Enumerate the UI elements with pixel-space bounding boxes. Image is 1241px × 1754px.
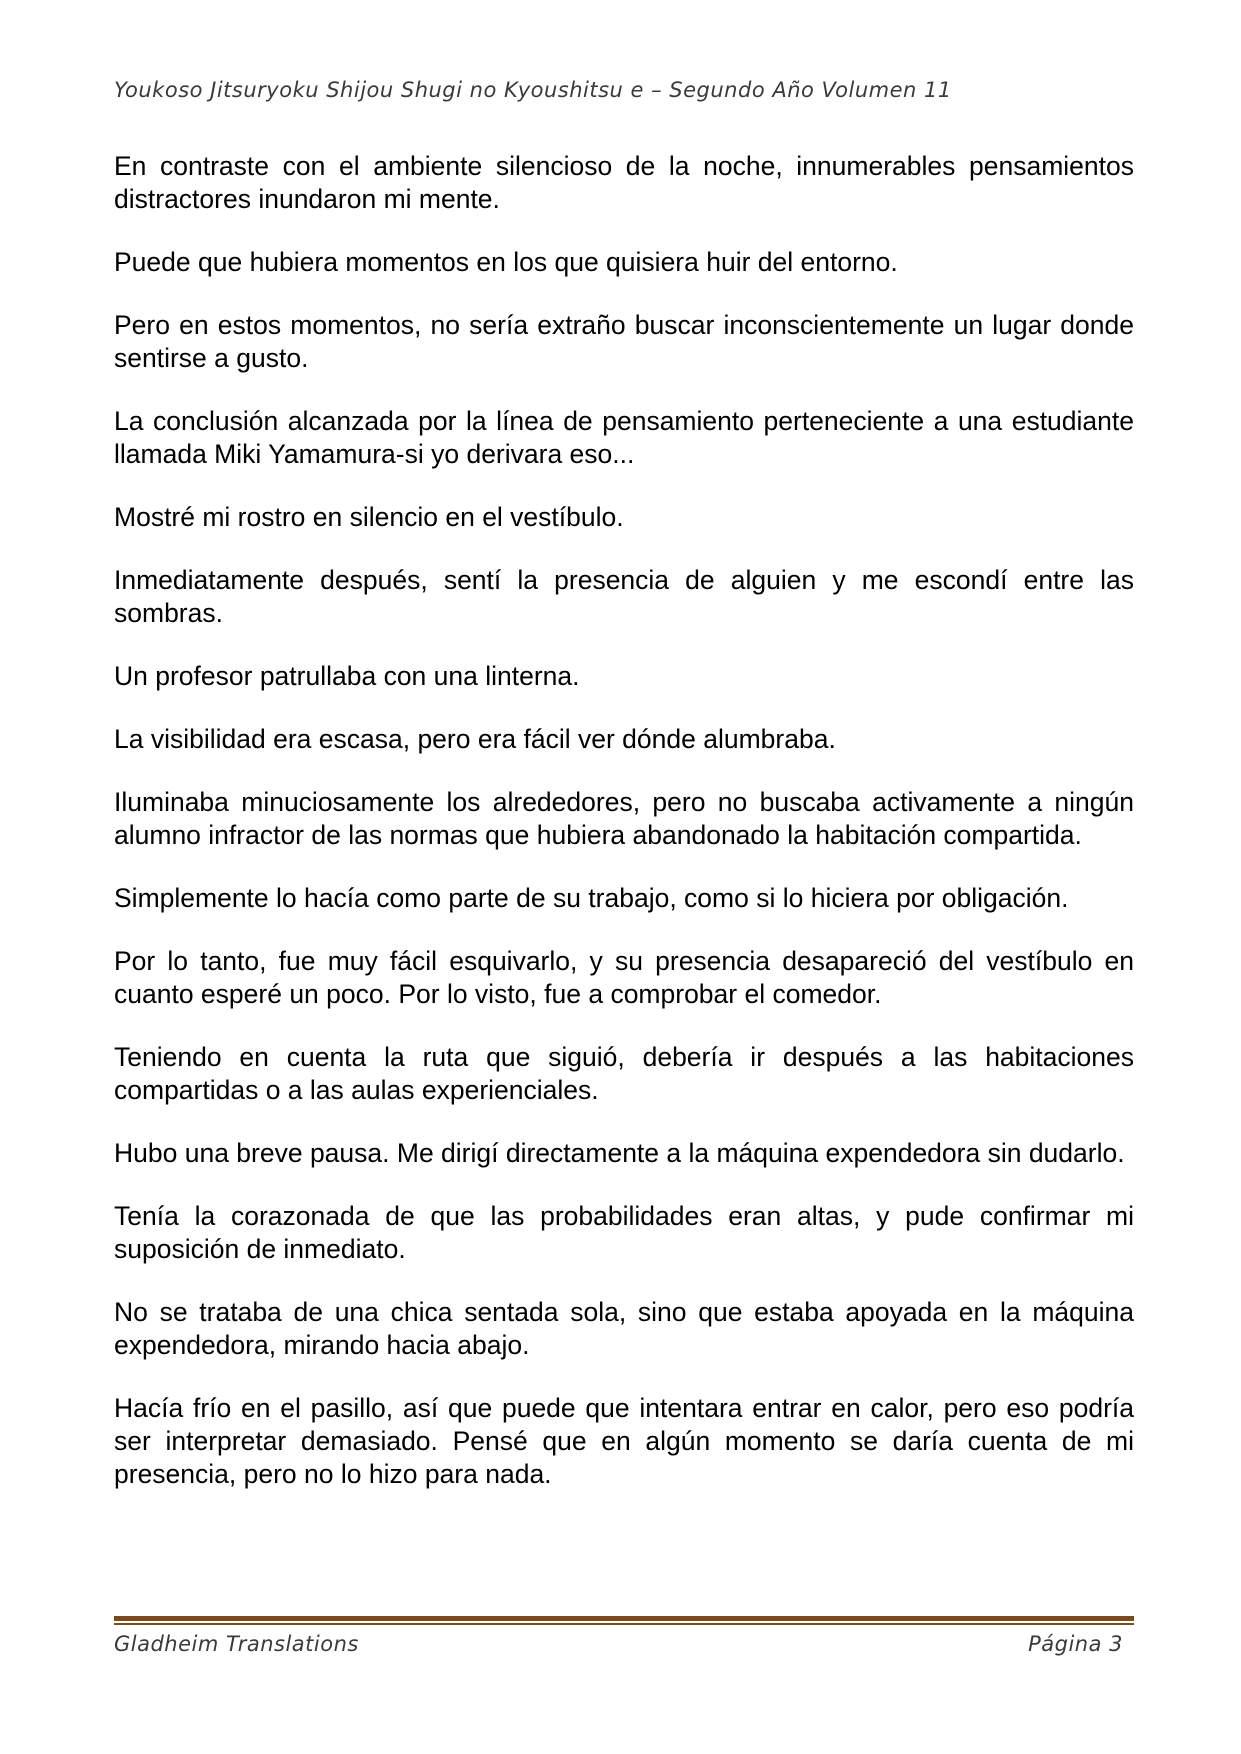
paragraph: Inmediatamente después, sentí la presencia de alguien y me escondí entre las sombras.: [114, 565, 1134, 628]
running-header: Youkoso Jitsuryoku Shijou Shugi no Kyoushitsu e – Segundo Año Volumen 11: [114, 78, 952, 102]
paragraph: Un profesor patrullaba con una linterna.: [114, 661, 580, 691]
paragraph: Teniendo en cuenta la ruta que siguió, debería ir después a las habitaciones compartidas o a las aulas experienciales.: [114, 1042, 1134, 1105]
paragraph: En contraste con el ambiente silencioso de la noche, innumerables pensamientos distractores inundaron mi mente.: [114, 151, 1134, 214]
paragraph: Hubo una breve pausa. Me dirigí directamente a la máquina expendedora sin dudarlo.: [114, 1138, 1125, 1168]
paragraph: Pero en estos momentos, no sería extraño buscar inconscientemente un lugar donde sentirse a gusto.: [114, 310, 1134, 373]
paragraph: Iluminaba minuciosamente los alrededores, pero no buscaba activamente a ningún alumno infractor de las normas que hubiera abandonado la habitación compartida.: [114, 787, 1134, 850]
paragraph: No se trataba de una chica sentada sola, sino que estaba apoyada en la máquina expendedora, mirando hacia abajo.: [114, 1297, 1134, 1360]
footer-page-number: Página 3: [1028, 1632, 1123, 1656]
paragraph: La visibilidad era escasa, pero era fácil ver dónde alumbraba.: [114, 724, 836, 754]
footer-divider-thick-line: [114, 1616, 1134, 1621]
paragraph: Simplemente lo hacía como parte de su trabajo, como si lo hiciera por obligación.: [114, 883, 1069, 913]
footer-divider: [114, 1616, 1134, 1625]
paragraph: Mostré mi rostro en silencio en el vestíbulo.: [114, 502, 624, 532]
footer-divider-thin-line: [114, 1623, 1134, 1625]
footer-translator-credit: Gladheim Translations: [114, 1632, 359, 1656]
paragraph: Por lo tanto, fue muy fácil esquivarlo, y su presencia desapareció del vestíbulo en cuanto esperé un poco. Por lo visto, fue a comprobar el comedor.: [114, 946, 1134, 1009]
paragraph: Tenía la corazonada de que las probabilidades eran altas, y pude confirmar mi suposición de inmediato.: [114, 1201, 1134, 1264]
paragraph: La conclusión alcanzada por la línea de pensamiento perteneciente a una estudiante llamada Miki Yamamura-si yo derivara eso...: [114, 406, 1134, 469]
body-text: [114, 150, 1134, 1521]
paragraph: Hacía frío en el pasillo, así que puede que intentara entrar en calor, pero eso podría ser interpretar demasiado. Pensé que en algún momento se daría cuenta de mi presencia, pero no lo hizo para nada.: [114, 1393, 1134, 1489]
paragraph: Puede que hubiera momentos en los que quisiera huir del entorno.: [114, 247, 898, 277]
